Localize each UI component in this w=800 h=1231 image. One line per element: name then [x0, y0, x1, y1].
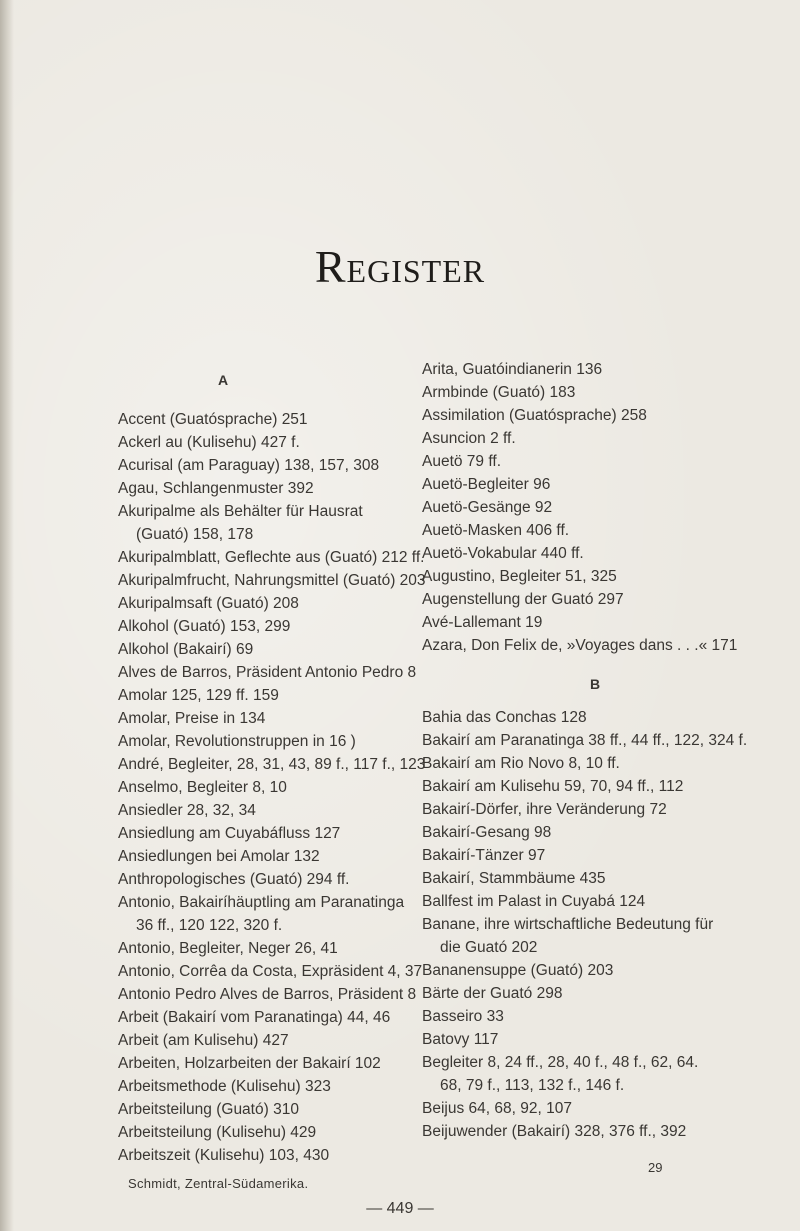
index-entry: Arbeiten, Holzarbeiten der Bakairí 102: [118, 1055, 381, 1072]
page-number: — 449 —: [366, 1200, 434, 1217]
index-entry-continuation: 36 ff., 120 122, 320 f.: [136, 917, 283, 934]
index-entry: Arbeitsteilung (Guató) 310: [118, 1101, 299, 1118]
index-entry: Bakairí-Gesang 98: [422, 824, 552, 841]
index-entry-continuation: die Guató 202: [440, 939, 538, 956]
index-entry: Bakairí am Kulisehu 59, 70, 94 ff., 112: [422, 778, 684, 795]
index-entry: Antonio, Corrêa da Costa, Expräsident 4, 37: [118, 963, 423, 980]
index-entry: Asuncion 2 ff.: [422, 430, 516, 447]
index-entry: Auetö-Vokabular 440 ff.: [422, 545, 584, 562]
index-entry: Auetö 79 ff.: [422, 453, 501, 470]
index-entry: Augenstellung der Guató 297: [422, 591, 624, 608]
section-letter-b: B: [590, 676, 601, 692]
index-entry: Akuripalmfrucht, Nahrungsmittel (Guató) 203: [118, 572, 426, 589]
section-letter-a: A: [218, 372, 229, 388]
index-entry: Acurisal (am Paraguay) 138, 157, 308: [118, 457, 380, 474]
index-entry: Antonio Pedro Alves de Barros, Präsident 8: [118, 986, 417, 1003]
index-entry: Armbinde (Guató) 183: [422, 384, 576, 401]
index-entry: Antonio, Begleiter, Neger 26, 41: [118, 940, 338, 957]
index-entry: Auetö-Gesänge 92: [422, 499, 553, 516]
index-entry: Bakairí am Rio Novo 8, 10 ff.: [422, 755, 620, 772]
index-entry: Akuripalme als Behälter für Hausrat: [118, 503, 363, 520]
index-entry: Ansiedler 28, 32, 34: [118, 802, 256, 819]
index-entry: Ansiedlungen bei Amolar 132: [118, 848, 320, 865]
book-spine-shadow: [0, 0, 14, 1231]
index-entry: Anselmo, Begleiter 8, 10: [118, 779, 287, 796]
index-entry: Bakairí-Dörfer, ihre Veränderung 72: [422, 801, 667, 818]
index-entry: Bakairí, Stammbäume 435: [422, 870, 606, 887]
index-entry: Alkohol (Guató) 153, 299: [118, 618, 291, 635]
index-entry: Basseiro 33: [422, 1008, 504, 1025]
index-entry: Ballfest im Palast in Cuyabá 124: [422, 893, 646, 910]
index-entry: Arita, Guatóindianerin 136: [422, 361, 603, 378]
index-entry: Auetö-Masken 406 ff.: [422, 522, 570, 539]
index-entry: Alkohol (Bakairí) 69: [118, 641, 254, 658]
index-entry: Arbeitsteilung (Kulisehu) 429: [118, 1124, 317, 1141]
footer-note: Schmidt, Zentral-Südamerika.: [128, 1176, 309, 1191]
index-entry: André, Begleiter, 28, 31, 43, 89 f., 117 f., 123: [118, 756, 426, 773]
page-title: Register: [314, 241, 486, 292]
index-entry: Auetö-Begleiter 96: [422, 476, 551, 493]
index-entry: Bärte der Guató 298: [422, 985, 563, 1002]
index-entry: Assimilation (Guatósprache) 258: [422, 407, 647, 424]
index-entry: Amolar, Revolutionstruppen in 16 ): [118, 733, 356, 750]
index-entry: Arbeitszeit (Kulisehu) 103, 430: [118, 1147, 330, 1164]
index-entry: Arbeitsmethode (Kulisehu) 323: [118, 1078, 331, 1095]
index-entry: Arbeit (Bakairí vom Paranatinga) 44, 46: [118, 1009, 391, 1026]
index-entry-continuation: 68, 79 f., 113, 132 f., 146 f.: [440, 1077, 625, 1094]
index-entry: Agau, Schlangenmuster 392: [118, 480, 314, 497]
index-entry: Beijus 64, 68, 92, 107: [422, 1100, 572, 1117]
index-entry: Arbeit (am Kulisehu) 427: [118, 1032, 289, 1049]
index-entry: Akuripalmsaft (Guató) 208: [118, 595, 299, 612]
index-entry: Alves de Barros, Präsident Antonio Pedro 8: [118, 664, 417, 681]
index-entry: Accent (Guatósprache) 251: [118, 411, 308, 428]
index-entry: Anthropologisches (Guató) 294 ff.: [118, 871, 350, 888]
index-entry: Ackerl au (Kulisehu) 427 f.: [118, 434, 300, 451]
index-entry: Beijuwender (Bakairí) 328, 376 ff., 392: [422, 1123, 687, 1140]
index-entry: Bakairí am Paranatinga 38 ff., 44 ff., 122, 324 f.: [422, 732, 748, 749]
index-entry: Banane, ihre wirtschaftliche Bedeutung für: [422, 916, 714, 933]
printer-signature: 29: [648, 1160, 663, 1175]
index-entry: Bahia das Conchas 128: [422, 709, 587, 726]
index-entry: Augustino, Begleiter 51, 325: [422, 568, 617, 585]
index-entry: Azara, Don Felix de, »Voyages dans . . .« 171: [422, 637, 738, 654]
index-entry: Begleiter 8, 24 ff., 28, 40 f., 48 f., 62, 64.: [422, 1054, 699, 1071]
index-entry: Antonio, Bakairíhäuptling am Paranatinga: [118, 894, 405, 911]
index-entry: Avé-Lallemant 19: [422, 614, 543, 631]
index-entry: Ansiedlung am Cuyabáfluss 127: [118, 825, 341, 842]
index-entry: Akuripalmblatt, Geflechte aus (Guató) 212 ff.: [118, 549, 425, 566]
index-entry-continuation: (Guató) 158, 178: [136, 526, 254, 543]
index-entry: Bakairí-Tänzer 97: [422, 847, 546, 864]
index-entry: Amolar, Preise in 134: [118, 710, 266, 727]
index-entry: Batovy 117: [422, 1031, 499, 1048]
index-entry: Amolar 125, 129 ff. 159: [118, 687, 279, 704]
index-entry: Bananensuppe (Guató) 203: [422, 962, 614, 979]
